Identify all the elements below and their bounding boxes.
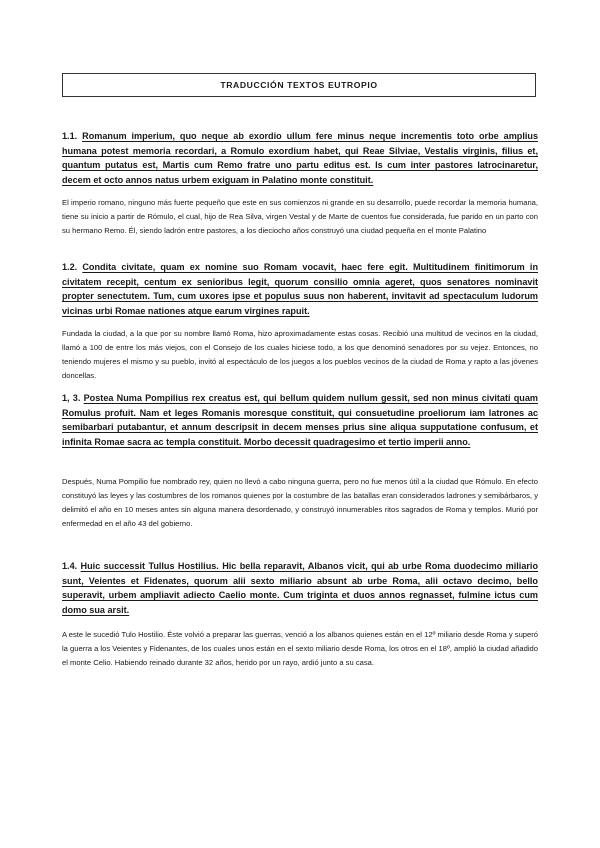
spanish-translation: El imperio romano, ninguno más fuerte pequeño que este en sus comienzos ni grande en su desarrollo, puede recordar la memoria humana, tiene su inicio a partir de Rómulo, el cual, hijo de Rea Silva, virgen Vestal y de Marte de cuentos fue considerada, fue parido en un parto con su hermano Remo. Él, siendo ladrón entre pastores, a los dieciocho años construyó una ciudad pequeña en el monte Palatino	[62, 198, 538, 236]
section-number: 1.1.	[62, 131, 78, 141]
spanish-translation: Después, Numa Pompilio fue nombrado rey, quien no llevó a cabo ninguna guerra, pero no fue menos útil a la ciudad que Rómulo. En efecto constituyó las leyes y las costumbres de los romanos quienes por la costumbre de las batallas eran considerados ladrones y semibárbaros, y delimitó el año en 10 meses antes sin alguna manera desordenado, y construyó innumerables ritos sagrados de Roma y templos. Murió por enfermedad en el año 43 del gobierno.	[62, 477, 538, 529]
section-1-1-translation	[62, 196, 538, 238]
latin-text	[62, 559, 538, 617]
section-1-3-translation	[62, 475, 538, 531]
latin-text	[62, 391, 538, 449]
section-number: 1.4.	[62, 561, 78, 571]
spanish-translation: Fundada la ciudad, a la que por su nombre llamó Roma, hizo aproximadamente estas cosas. Recibió una multitud de vecinos en la ciudad, llamó a 100 de entre los más viejos, con el Consejo de los cuales hiciese todo, a los que denominó senadores por su vejez. Entonces, no teniendo mujeres el mismo y su pueblo, invitó al espectáculo de los juegos a los pueblos vecinos de la ciudad de Roma y rapto a las jóvenes doncellas.	[62, 329, 538, 381]
latin-text	[62, 129, 538, 187]
section-number: 1, 3.	[62, 393, 81, 403]
document-title: TRADUCCIÓN TEXTOS EUTROPIO	[62, 73, 536, 97]
spanish-translation: A este le sucedió Tulo Hostilio. Éste volvió a preparar las guerras, venció a los albanos quienes están en el 12º miliario desde Roma y superó la guerra a los Veientes y Fidenantes, de los cuales unos están en el sexto miliario desde Roma, los otros en el 18º, amplió la ciudad añadido el monte Celio. Habiendo reinado durante 32 años, herido por un rayo, ardió junto a su casa.	[62, 630, 538, 668]
latin-passage: Romanum imperium, quo neque ab exordio ullum fere minus neque incrementis toto orbe amplius humana potest memoria recordari, a Romulo exordium habet, qui Reae Silviae, Vestalis virginis, filius et, quantum putatus est, Martis cum Remo fratre uno partu editus est. Is cum inter pastores latrocinaretur, decem et octo annos natus urbem exiguam in Palatino monte constituit.	[62, 131, 539, 185]
latin-passage: Condita civitate, quam ex nomine suo Romam vocavit, haec fere egit. Multitudinem finitimorum in civitatem recepit, centum ex senioribus legit, quorum consilio omnia ageret, quos senatores nominavit propter senectutem. Tum, cum uxores ipse et populus suus non haberent, invitavit ad spectaculum ludorum vicinas urbi Romae nationes atque earum virgines rapuit.	[62, 262, 538, 316]
section-1-1	[62, 129, 538, 187]
latin-text	[62, 260, 538, 318]
section-1-2-translation	[62, 327, 538, 383]
section-1-4	[62, 559, 538, 617]
latin-passage: Huic successit Tullus Hostilius. Hic bella reparavit, Albanos vicit, qui ab urbe Roma duodecimo miliario sunt, Veientes et Fidenates, quorum alii sexto miliario absunt ab urbe Roma, alii octavo decimo, bello superavit, urbem ampliavit adiecto Caelio monte. Cum triginta et duos annos regnasset, fulmine ictus cum domo sua arsit.	[62, 561, 539, 615]
section-1-4-translation	[62, 628, 538, 670]
section-1-2	[62, 260, 538, 318]
latin-passage: Postea Numa Pompilius rex creatus est, qui bellum quidem nullum gessit, sed non minus civitati quam Romulus profuit. Nam et leges Romanis moresque constituit, qui consuetudine proeliorum iam latrones ac semibarbari putabantur, et annum descripsit in decem menses prius sine aliqua supputatione confusum, et infinita Romae sacra ac templa constituit. Morbo decessit quadragesimo et tertio imperii anno.	[62, 393, 539, 447]
section-number: 1.2.	[62, 262, 78, 272]
section-1-3	[62, 391, 538, 449]
